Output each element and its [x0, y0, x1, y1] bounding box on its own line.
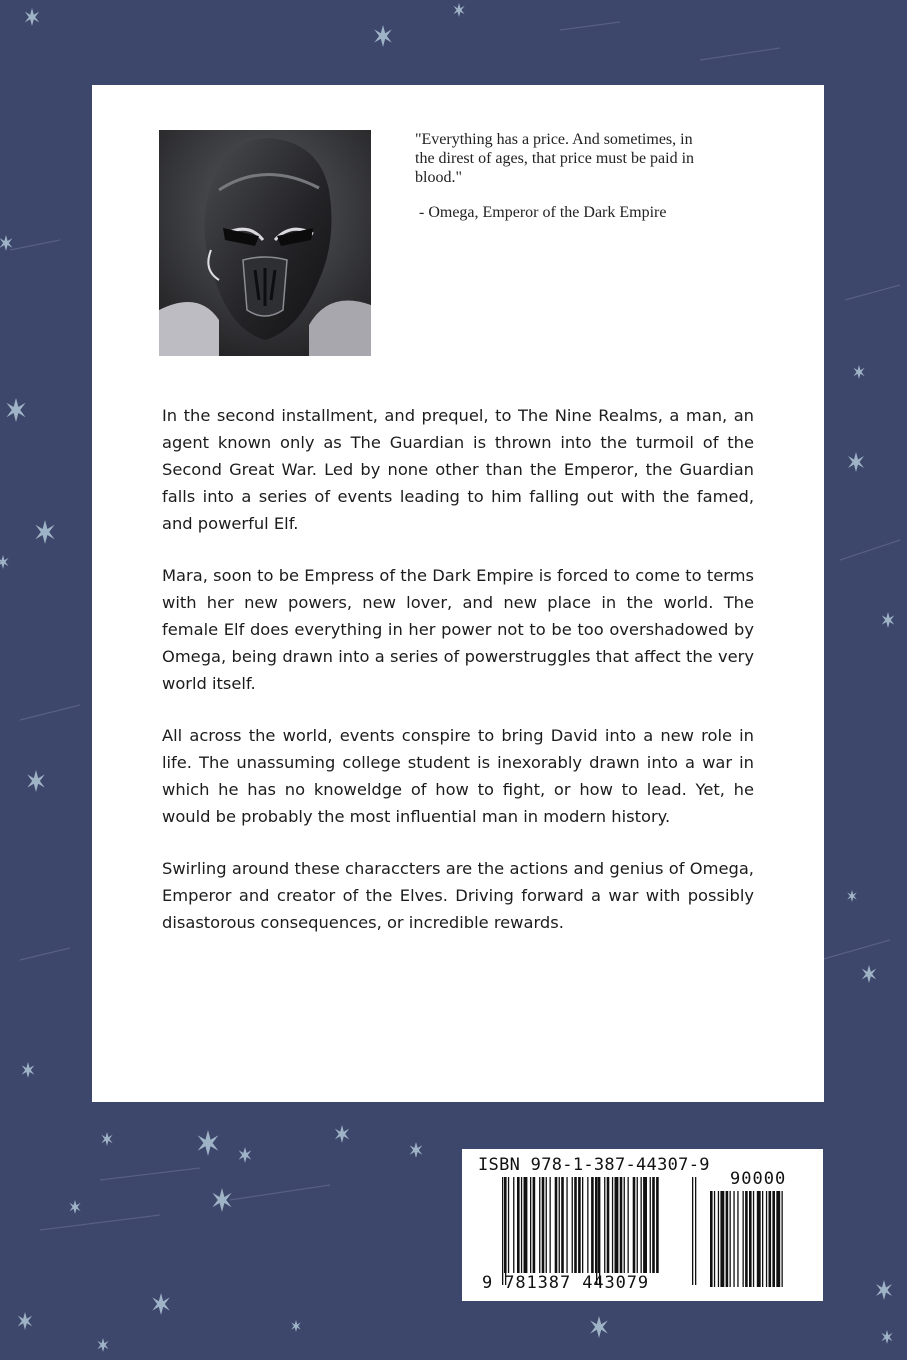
blurb-paragraph: Swirling around these characcters are the actions and genius of Omega, Emperor and creator of the Elves. Driving forward a war with possibly disastorous consequences, or incredible rewards. — [162, 859, 754, 932]
book-blurb — [162, 402, 754, 936]
blurb-paragraph: Mara, soon to be Empress of the Dark Empire is forced to come to terms with her new powers, new lover, and new place in the world. The female Elf does everything in her power not to be too overshadowed by Omega, being drawn into a series of powerstruggles that affect the very world itself. — [162, 566, 754, 693]
blurb-paragraph: All across the world, events conspire to bring David into a new role in life. The unassuming college student is inexorably drawn into a war in which he has no knoweldge of how to fight, or how to lead. Yet, he would be probably the most influential man in modern history. — [162, 726, 754, 826]
epigraph-quote — [415, 130, 715, 222]
quote-text: "Everything has a price. And sometimes, in the direst of ages, that price must be paid in blood." — [415, 131, 695, 186]
armored-helmet-portrait — [159, 130, 371, 356]
isbn-label: ISBN 978-1-387-44307-9 — [478, 1155, 710, 1175]
price-addon: 90000 — [730, 1169, 787, 1189]
ean-digits: 9 781387 443079 — [482, 1273, 650, 1293]
back-cover-panel — [92, 85, 824, 1102]
isbn-barcode — [462, 1149, 823, 1301]
quote-attribution: - Omega, Emperor of the Dark Empire — [419, 204, 667, 221]
blurb-paragraph: In the second installment, and prequel, to The Nine Realms, a man, an agent known only as The Guardian is thrown into the turmoil of the Second Great War. Led by none other than the Emperor, the Guardian falls into a series of events leading to him falling out with the famed, and powerful Elf. — [162, 406, 754, 533]
